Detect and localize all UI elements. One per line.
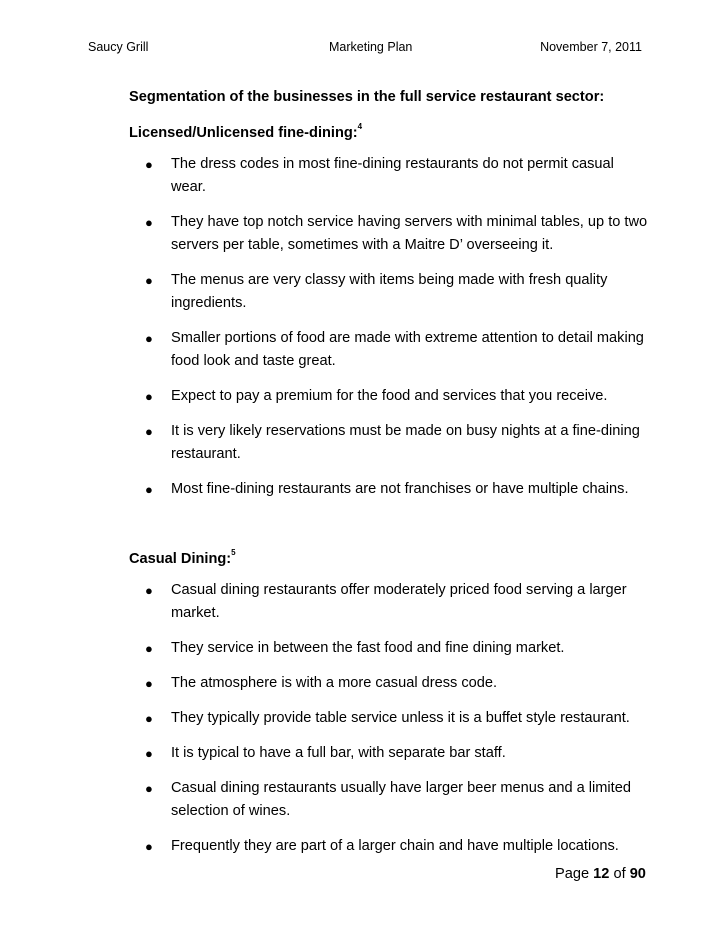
of-word: of (613, 866, 626, 882)
bullet-icon: ● (145, 780, 153, 796)
footnote-ref-5: 5 (231, 547, 236, 557)
list-item (129, 327, 649, 373)
list-item-text: Expect to pay a premium for the food and services that you receive. (171, 387, 608, 404)
subheading-casual-dining-text: Casual Dining: (129, 550, 232, 567)
list-item (129, 385, 649, 408)
list-item-text: Casual dining restaurants offer moderately priced food serving a larger market. (171, 581, 627, 621)
footnote-ref-4: 4 (357, 122, 363, 131)
list-item-text: They typically provide table service unless it is a buffet style restaurant. (171, 709, 630, 726)
bullet-icon: ● (145, 214, 153, 230)
header-company: Saucy Grill (88, 40, 149, 54)
page-header (88, 40, 642, 56)
bullet-icon: ● (145, 423, 153, 439)
list-item (129, 153, 649, 199)
list-item (129, 478, 649, 501)
list-item-text: Frequently they are part of a larger chain and have multiple locations. (171, 837, 619, 854)
list-item (129, 420, 649, 466)
bullet-icon: ● (145, 156, 153, 172)
total-pages: 90 (629, 866, 646, 882)
header-document-title: Marketing Plan (329, 40, 413, 54)
page-footer (555, 866, 646, 882)
casual-dining-list (129, 579, 649, 858)
header-date: November 7, 2011 (540, 40, 642, 54)
list-item (129, 835, 649, 858)
bullet-icon: ● (145, 582, 153, 598)
list-item (129, 269, 649, 315)
bullet-icon: ● (145, 481, 153, 497)
bullet-icon: ● (145, 838, 153, 854)
list-item (129, 579, 649, 625)
bullet-icon: ● (145, 640, 153, 656)
page-word: Page (555, 866, 590, 882)
bullet-icon: ● (145, 745, 153, 761)
list-item (129, 672, 649, 695)
list-item (129, 742, 649, 765)
page-content (129, 87, 649, 870)
section-heading: Segmentation of the businesses in the full service restaurant sector: (129, 89, 605, 105)
subheading-fine-dining (129, 119, 649, 143)
list-item-text: The menus are very classy with items being made with fresh quality ingredients. (171, 271, 608, 311)
list-item (129, 637, 649, 660)
list-item (129, 777, 649, 823)
bullet-icon: ● (145, 675, 153, 691)
list-item-text: They service in between the fast food and fine dining market. (171, 639, 565, 656)
bullet-icon: ● (145, 388, 153, 404)
bullet-icon: ● (145, 710, 153, 726)
list-item-text: It is very likely reservations must be made on busy nights at a fine-dining restaurant. (171, 422, 640, 462)
list-item-text: Casual dining restaurants usually have larger beer menus and a limited selection of wines. (171, 779, 631, 819)
subheading-casual-dining (129, 545, 649, 569)
list-item-text: They have top notch service having servers with minimal tables, up to two servers per table, sometimes with a Maitre D’ overseeing it. (171, 213, 648, 253)
list-item (129, 707, 649, 730)
subheading-fine-dining-text: Licensed/Unlicensed fine-dining: (129, 124, 358, 141)
list-item-text: Most fine-dining restaurants are not franchises or have multiple chains. (171, 480, 629, 497)
list-item-text: The atmosphere is with a more casual dress code. (171, 674, 498, 691)
bullet-icon: ● (145, 330, 153, 346)
list-item-text: Smaller portions of food are made with extreme attention to detail making food look and taste great. (171, 329, 644, 369)
list-item-text: The dress codes in most fine-dining restaurants do not permit casual wear. (171, 155, 614, 195)
fine-dining-list (129, 153, 649, 501)
list-item-text: It is typical to have a full bar, with separate bar staff. (171, 744, 506, 761)
list-item (129, 211, 649, 257)
page-number: 12 (593, 866, 610, 882)
bullet-icon: ● (145, 272, 153, 288)
